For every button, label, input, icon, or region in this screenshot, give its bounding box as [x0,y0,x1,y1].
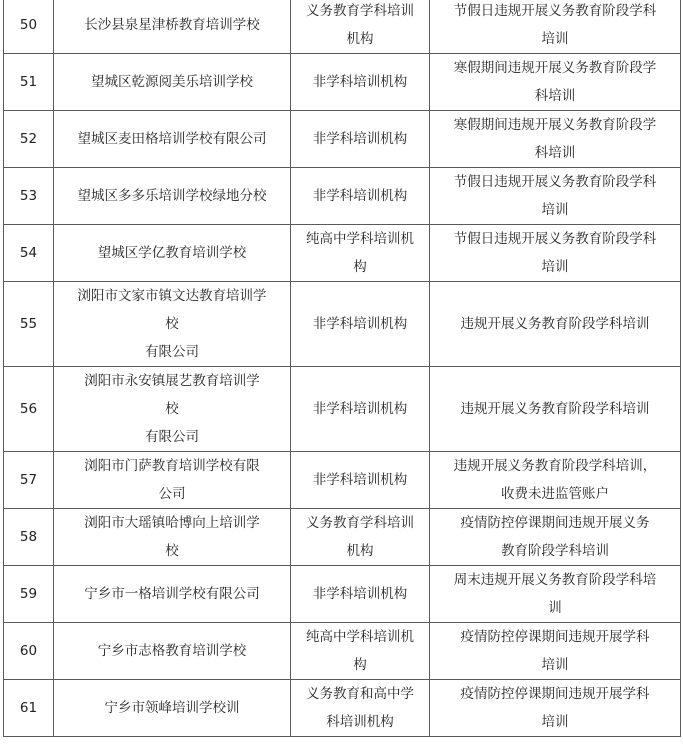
row-number: 59 [4,566,54,623]
cell-text-line: 构 [353,657,367,673]
cell-text-line: 培训 [541,714,569,730]
cell-text-line: 望城区学亿教育培训学校 [97,245,247,261]
cell-text-line: 望城区乾源阅美乐培训学校 [91,74,253,90]
table-row [4,111,681,168]
institution-type-cell [291,0,430,54]
row-number: 57 [4,452,54,509]
cell-text-line: 校 [165,543,179,559]
institution-type-cell [291,566,430,623]
institution-name-cell [54,452,291,509]
violation-cell [430,168,681,225]
cell-text-line: 寒假期间违规开展义务教育阶段学 [453,60,657,76]
violation-cell [430,623,681,680]
table-row [4,282,681,367]
institution-name-cell [54,225,291,282]
cell-text-line: 机构 [346,31,374,47]
cell-text-line: 非学科培训机构 [312,74,408,90]
institution-name-cell [54,623,291,680]
institution-name-cell [54,111,291,168]
cell-text-line: 校 [165,401,179,417]
table-body [4,0,681,737]
institution-name-cell [54,367,291,452]
table-row [4,566,681,623]
cell-text-line: 违规开展义务教育阶段学科培训， [453,458,657,474]
cell-text-line: 校 [165,316,179,332]
institution-type-cell [291,111,430,168]
violation-cell [430,282,681,367]
row-number: 61 [4,680,54,737]
cell-text-line: 培训 [541,259,569,275]
cell-text-line: 违规开展义务教育阶段学科培训 [460,316,650,332]
cell-text-line: 寒假期间违规开展义务教育阶段学 [453,117,657,133]
institution-name-cell [54,54,291,111]
violation-cell [430,680,681,737]
cell-text-line: 科培训 [534,88,576,104]
row-number: 55 [4,282,54,367]
cell-text-line: 构 [353,259,367,275]
row-number: 58 [4,509,54,566]
cell-text-line: 培训 [541,657,569,673]
cell-text-line: 非学科培训机构 [312,131,408,147]
cell-text-line: 宁乡市领峰培训学校训 [104,700,240,716]
cell-text-line: 周末违规开展义务教育阶段学科培 [453,572,657,588]
violation-cell [430,566,681,623]
institution-name-cell [54,566,291,623]
violation-cell [430,225,681,282]
institution-type-cell [291,225,430,282]
table-row [4,0,681,54]
cell-text-line: 浏阳市门萨教育培训学校有限 [84,458,260,474]
violation-cell [430,509,681,566]
institution-name-cell [54,282,291,367]
institution-name-cell [54,168,291,225]
institution-name-cell [54,680,291,737]
table-row [4,623,681,680]
cell-text-line: 机构 [346,543,374,559]
cell-text-line: 科培训 [534,145,576,161]
table-row [4,509,681,566]
table-row [4,225,681,282]
cell-text-line: 违规开展义务教育阶段学科培训 [460,401,650,417]
row-number: 50 [4,0,54,54]
cell-text-line: 浏阳市大瑶镇哈博向上培训学 [84,515,260,531]
cell-text-line: 望城区多多乐培训学校绿地分校 [77,188,267,204]
cell-text-line: 义务教育学科培训 [306,3,414,19]
institution-type-cell [291,168,430,225]
institution-type-cell [291,623,430,680]
institution-type-cell [291,452,430,509]
cell-text-line: 疫情防控停课期间违规开展义务 [460,515,650,531]
cell-text-line: 非学科培训机构 [312,472,408,488]
violation-cell [430,367,681,452]
cell-text-line: 纯高中学科培训机 [306,629,414,645]
cell-text-line: 非学科培训机构 [312,188,408,204]
cell-text-line: 非学科培训机构 [312,316,408,332]
institution-type-cell [291,367,430,452]
table-row [4,168,681,225]
row-number: 53 [4,168,54,225]
row-number: 56 [4,367,54,452]
institution-name-cell [54,0,291,54]
cell-text-line: 培训 [541,31,569,47]
institution-name-cell [54,509,291,566]
cell-text-line: 训 [548,600,562,616]
violation-cell [430,452,681,509]
row-number: 60 [4,623,54,680]
table-row [4,367,681,452]
cell-text-line: 节假日违规开展义务教育阶段学科 [453,174,657,190]
cell-text-line: 浏阳市永安镇展艺教育培训学 [84,373,260,389]
cell-text-line: 义务教育学科培训 [306,515,414,531]
cell-text-line: 宁乡市志格教育培训学校 [97,643,247,659]
cell-text-line: 教育阶段学科培训 [501,543,609,559]
cell-text-line: 非学科培训机构 [312,586,408,602]
cell-text-line: 有限公司 [145,429,199,445]
cell-text-line: 节假日违规开展义务教育阶段学科 [453,231,657,247]
violation-cell [430,0,681,54]
violation-cell [430,54,681,111]
table-row [4,54,681,111]
cell-text-line: 纯高中学科培训机 [306,231,414,247]
cell-text-line: 疫情防控停课期间违规开展学科 [460,686,650,702]
cell-text-line: 疫情防控停课期间违规开展学科 [460,629,650,645]
cell-text-line: 浏阳市文家市镇文达教育培训学 [77,288,267,304]
cell-text-line: 望城区麦田格培训学校有限公司 [77,131,267,147]
cell-text-line: 义务教育和高中学 [306,686,414,702]
institution-type-cell [291,282,430,367]
cell-text-line: 有限公司 [145,344,199,360]
cell-text-line: 培训 [541,202,569,218]
violations-table [3,0,681,737]
table-row [4,452,681,509]
cell-text-line: 宁乡市一格培训学校有限公司 [84,586,260,602]
table-row [4,680,681,737]
cell-text-line: 非学科培训机构 [312,401,408,417]
cell-text-line: 科培训机构 [326,714,394,730]
cell-text-line: 长沙县泉星津桥教育培训学校 [84,17,260,33]
row-number: 54 [4,225,54,282]
cell-text-line: 收费未进监管账户 [501,486,609,502]
cell-text-line: 节假日违规开展义务教育阶段学科 [453,3,657,19]
institution-type-cell [291,54,430,111]
row-number: 52 [4,111,54,168]
row-number: 51 [4,54,54,111]
cell-text-line: 公司 [158,486,186,502]
institution-type-cell [291,509,430,566]
institution-type-cell [291,680,430,737]
violation-cell [430,111,681,168]
